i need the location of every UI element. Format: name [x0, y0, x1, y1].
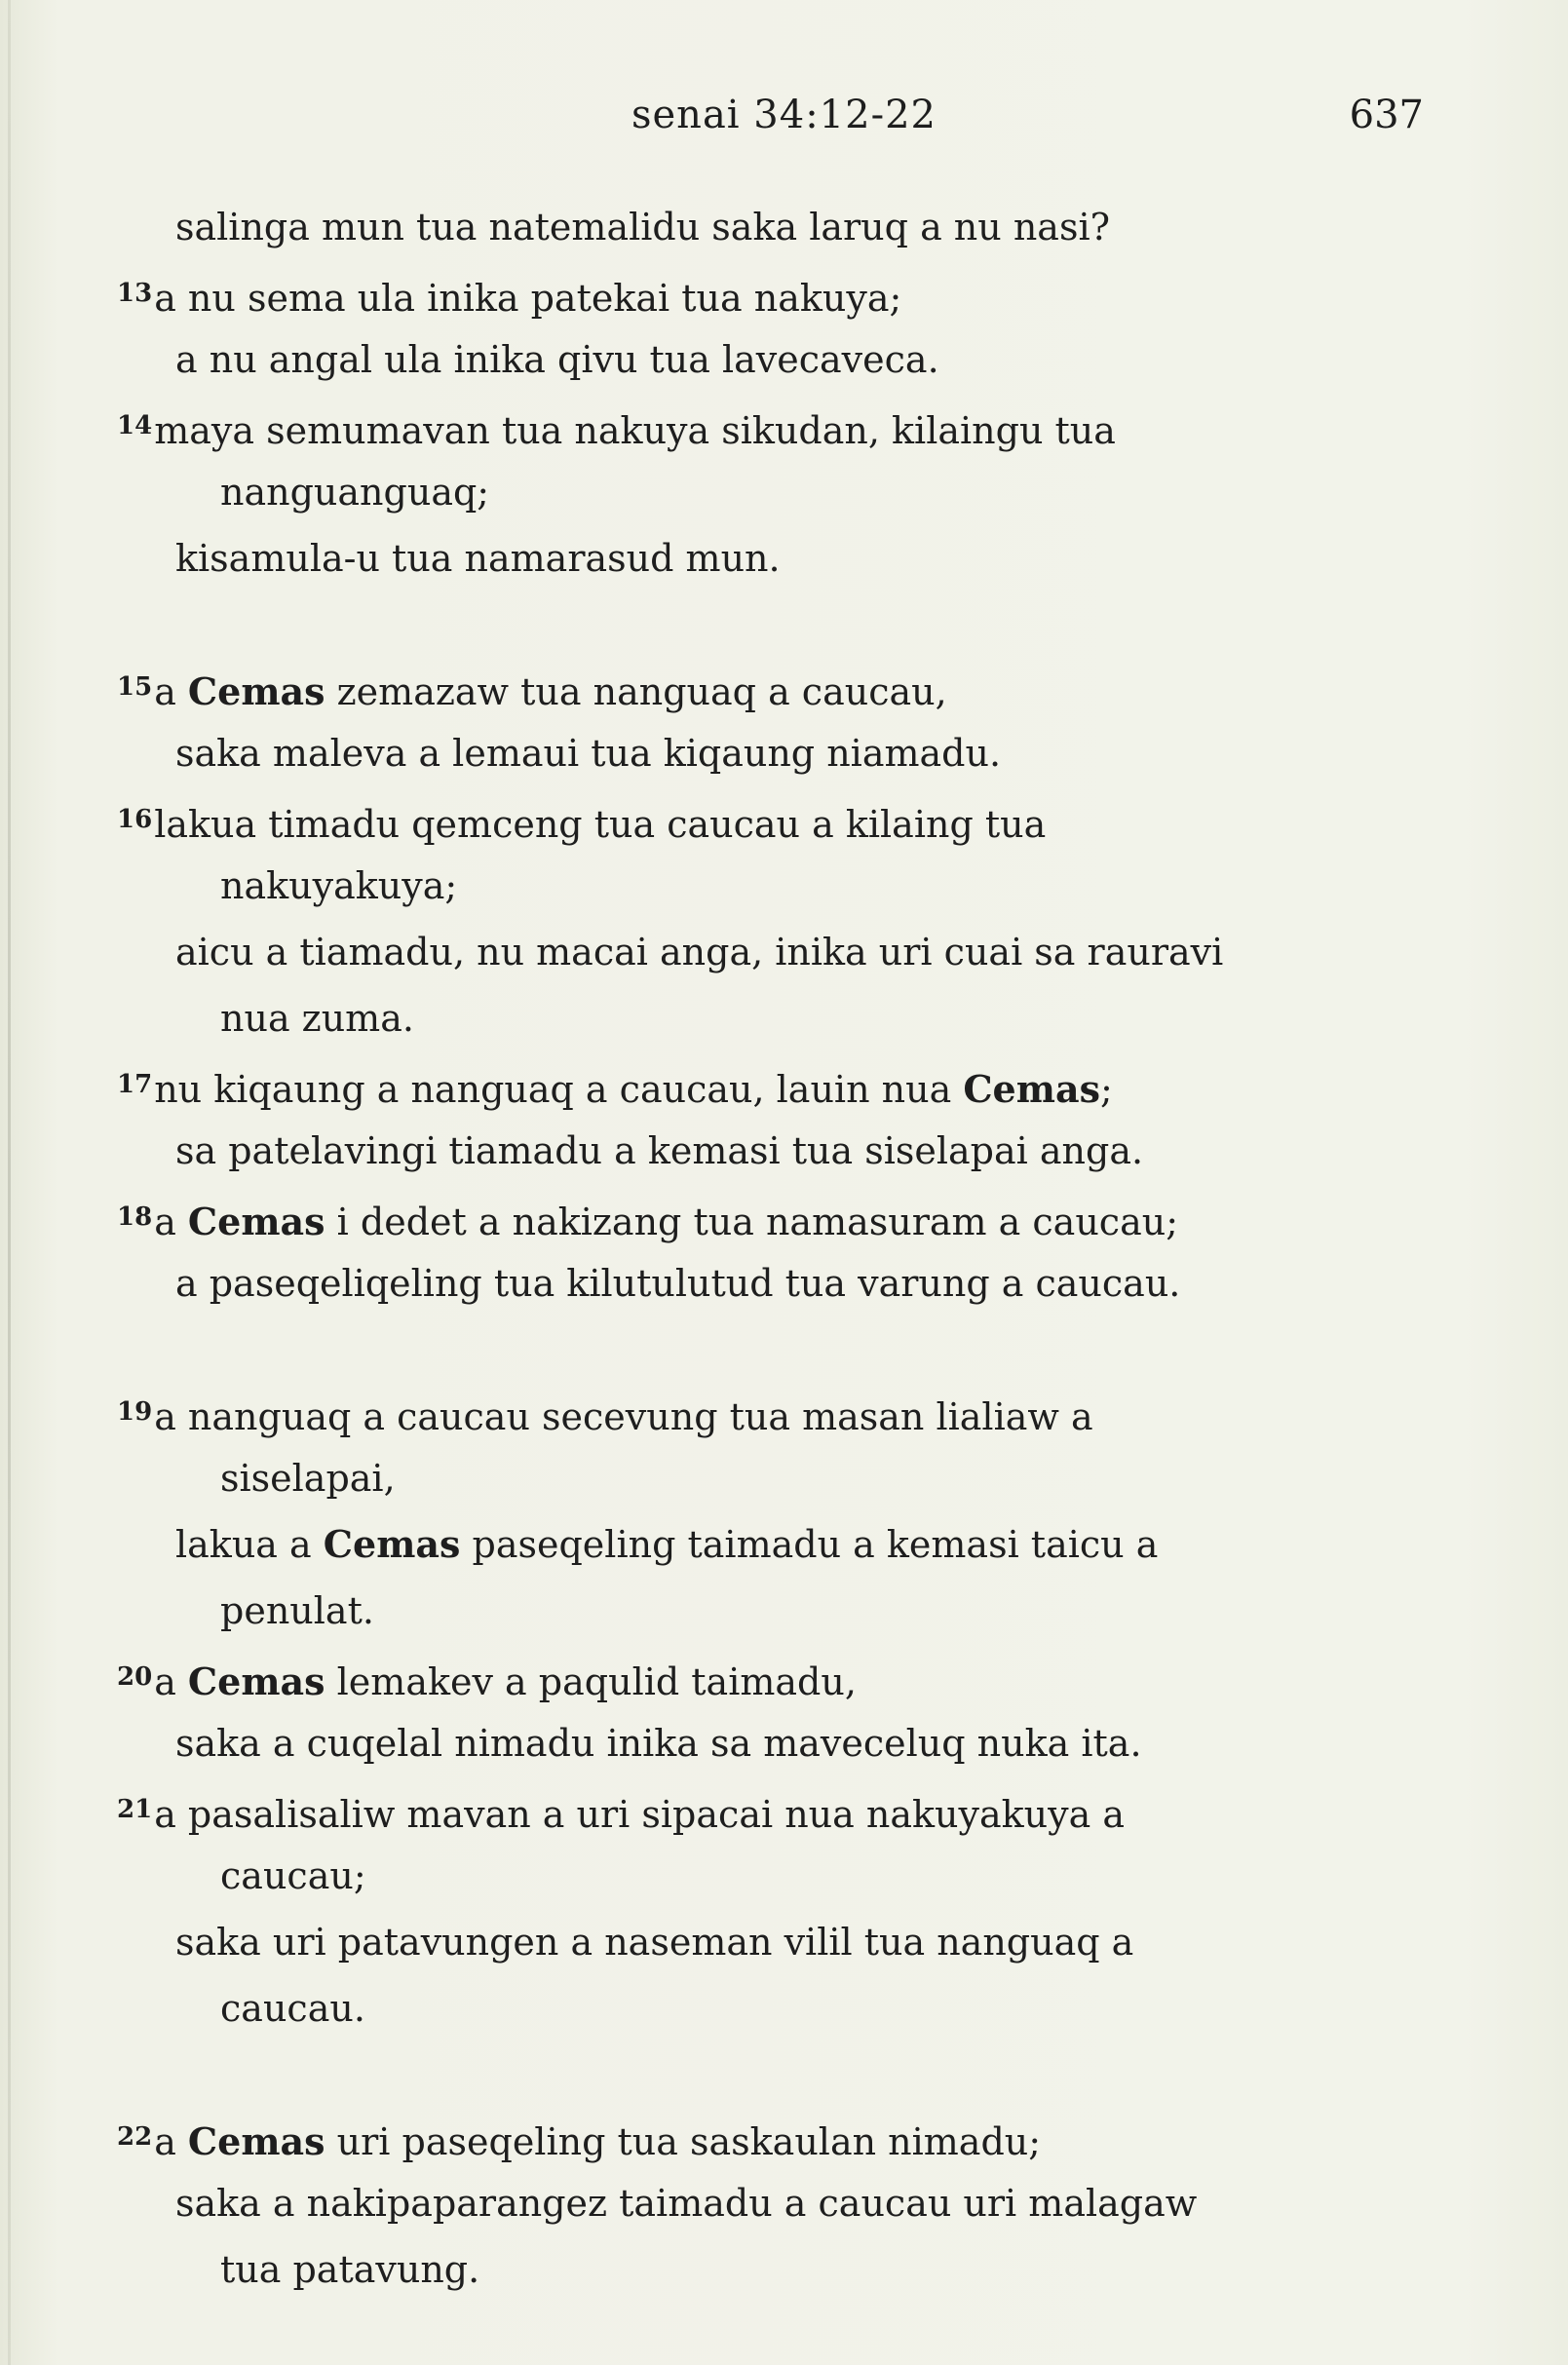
- verse-number: 15: [117, 672, 153, 702]
- text-line: caucau;: [220, 1854, 366, 1897]
- verse-number: 16: [117, 805, 153, 834]
- verse-number: 17: [117, 1070, 153, 1099]
- verse-13: $^{13}$a nu sema ula inika patekai tua nakuya;: [117, 277, 902, 320]
- verse-18: $^{18}$a Cemas i dedet a nakizang tua namasuram a caucau;: [117, 1200, 1179, 1243]
- text-line: nakuyakuya;: [220, 864, 458, 907]
- text-line: saka a nakipaparangez taimadu a caucau uri malagaw: [175, 2182, 1198, 2225]
- text-line: tua patavung.: [220, 2248, 480, 2291]
- verse-21: $^{21}$a pasalisaliw mavan a uri sipacai nua nakuyakuya a: [117, 1793, 1125, 1836]
- verse-number: 14: [117, 411, 153, 440]
- page-number: 637: [1349, 93, 1424, 137]
- text-line: nua zuma.: [220, 997, 414, 1040]
- verse-number: 13: [117, 279, 153, 308]
- verse-19: $^{19}$a nanguaq a caucau secevung tua masan lialiaw a: [117, 1395, 1093, 1438]
- verse-17: $^{17}$nu kiqaung a nanguaq a caucau, lauin nua Cemas;: [117, 1067, 1113, 1111]
- verse-15: $^{15}$a Cemas zemazaw tua nanguaq a caucau,: [117, 669, 947, 713]
- verse-20: $^{20}$a Cemas lemakev a paqulid taimadu,: [117, 1659, 857, 1703]
- text-line: lakua a Cemas paseqeling taimadu a kemasi taicu a: [175, 1522, 1159, 1566]
- text-line: caucau.: [220, 1987, 365, 2030]
- verse-14: $^{14}$maya semumavan tua nakuya sikudan, kilaingu tua: [117, 409, 1116, 452]
- verse-22: $^{22}$a Cemas uri paseqeling tua saskaulan nimadu;: [117, 2119, 1042, 2163]
- page-spine-shadow: [8, 0, 11, 2365]
- text-line: a paseqeliqeling tua kilutulutud tua varung a caucau.: [175, 1262, 1181, 1305]
- verse-number: 20: [117, 1662, 153, 1692]
- verse-number: 18: [117, 1202, 153, 1232]
- text-line: penulat.: [220, 1589, 374, 1632]
- text-line: siselapai,: [220, 1457, 396, 1500]
- text-line: aicu a tiamadu, nu macai anga, inika uri cuai sa rauravi: [175, 931, 1224, 973]
- text-line: sa patelavingi tiamadu a kemasi tua siselapai anga.: [175, 1129, 1144, 1172]
- verse-number: 22: [117, 2122, 153, 2152]
- verse-16: $^{16}$lakua timadu qemceng tua caucau a kilaing tua: [117, 803, 1047, 846]
- text-line: salinga mun tua natemalidu saka laruq a nu nasi?: [175, 206, 1110, 248]
- verse-number: 19: [117, 1397, 153, 1427]
- text-line: a nu angal ula inika qivu tua lavecaveca.: [175, 338, 939, 381]
- text-line: saka a cuqelal nimadu inika sa maveceluq nuka ita.: [175, 1722, 1142, 1765]
- running-header: senai 34:12-22: [631, 93, 937, 137]
- text-line: saka uri patavungen a naseman vilil tua nanguaq a: [175, 1921, 1134, 1964]
- text-line: nanguanguaq;: [220, 471, 490, 514]
- text-line: saka maleva a lemaui tua kiqaung niamadu.: [175, 732, 1002, 775]
- verse-number: 21: [117, 1795, 153, 1824]
- text-line: kisamula-u tua namarasud mun.: [175, 537, 781, 580]
